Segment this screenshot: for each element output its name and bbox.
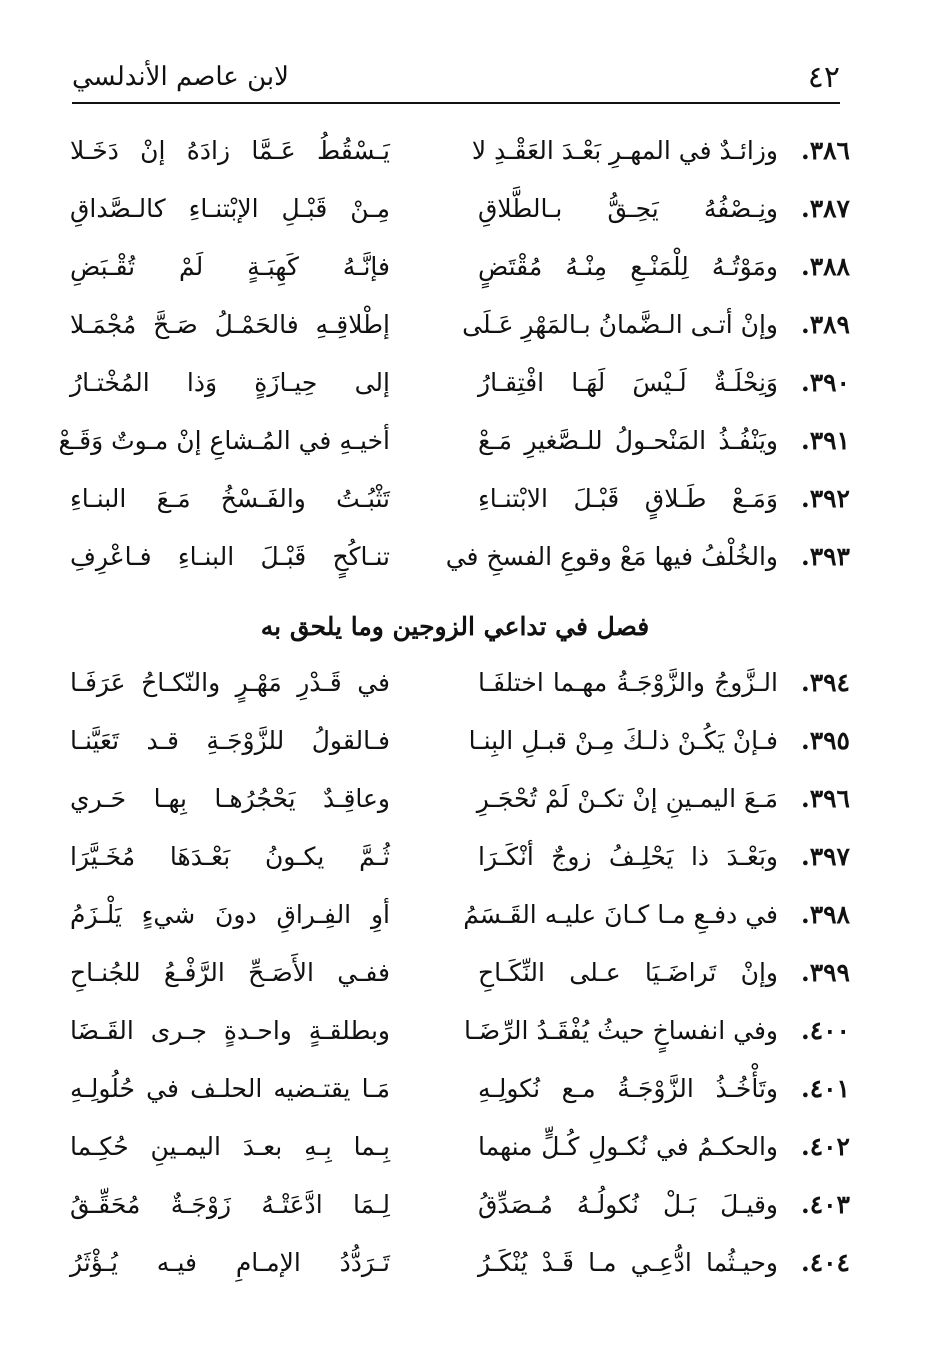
second-hemistich: تنـاكُحٍ قَبْـلَ البنـاءِ فـاعْرِفِ [70, 542, 390, 571]
header-rule [72, 102, 840, 104]
verse-number: ٣٩٥. [800, 726, 850, 755]
verse-number: ٣٩٢. [800, 484, 850, 513]
second-hemistich: أوِ الفِـراقِ دونَ شيءٍ يَلْـزَمُ [70, 900, 390, 929]
second-hemistich: أخيـهِ في المُـشاعِ إنْ مـوتٌ وَقَـعْ [58, 426, 390, 455]
second-hemistich: بِـما بِـهِ بعـدَ اليمـينِ حُكِـما [70, 1132, 390, 1161]
verse-row [60, 360, 850, 418]
second-hemistich: تَثْبُـتُ والفَـسْخُ مَـعَ البنـاءِ [70, 484, 390, 513]
first-hemistich: وقيـلَ بَـلْ نُكولُـهُ مُـصَدِّقُ [478, 1190, 778, 1219]
verse-row [60, 950, 850, 1008]
verse-number: ٤٠٣. [800, 1190, 850, 1219]
second-hemistich: إلى حِيـازَةٍ وَذا المُخْتـارُ [70, 368, 390, 397]
verse-row [60, 834, 850, 892]
verse-row [60, 186, 850, 244]
page-header [72, 58, 840, 102]
first-hemistich: وبَعْـدَ ذا يَحْلِـفُ زوجٌ أنْكَـرَا [478, 842, 778, 871]
verse-block-1 [60, 128, 850, 592]
verse-row [60, 476, 850, 534]
section-title: فصل في تداعي الزوجين وما يلحق به [260, 612, 650, 641]
first-hemistich: وإنْ أتـى الـضَّمانُ بـالمَهْرِ عَـلَى [462, 310, 778, 339]
second-hemistich: فـالقولُ للزَّوْجَـةِ قـد تَعَيَّنـا [70, 726, 390, 755]
second-hemistich: في قَـدْرِ مَهْـرٍ والنّكـاحُ عَرَفَـا [70, 668, 390, 697]
verse-number: ٣٩٦. [800, 784, 850, 813]
verse-number: ٤٠٠. [800, 1016, 850, 1045]
verse-number: ٣٩٧. [800, 842, 850, 871]
verse-number: ٣٨٦. [800, 136, 850, 165]
first-hemistich: وَمَـعْ طَـلاقٍ قَبْـلَ الابْتنـاءِ [478, 484, 778, 513]
verse-number: ٣٩٤. [800, 668, 850, 697]
second-hemistich: وعاقِـدٌ يَحْجُرُهـا بِهـا حَـري [70, 784, 390, 813]
second-hemistich: ثُـمَّ يكـونُ بَعْـدَهَا مُخَـيَّرَا [70, 842, 390, 871]
verse-row [60, 1240, 850, 1298]
first-hemistich: فـإنْ يَكُـنْ ذلـكَ مِـنْ قبـلِ البِنـا [468, 726, 778, 755]
verse-row [60, 1066, 850, 1124]
second-hemistich: مَـا يقتـضيه الحلـف في حُلُولِـهِ [70, 1074, 390, 1103]
second-hemistich: لِـمَا ادَّعَتْـهُ زَوْجَـةٌ مُحَقِّـقُ [70, 1190, 390, 1219]
verse-number: ٣٩٠. [800, 368, 850, 397]
first-hemistich: والخُلْفُ فيها مَعْ وقوعِ الفسخِ في [445, 542, 778, 571]
first-hemistich: في دفـعِ مـا كـانَ عليـه القَـسَمُ [463, 900, 778, 929]
verse-row [60, 128, 850, 186]
first-hemistich: مَـعَ اليمـينِ إنْ تكـنْ لَمْ تُحْجَـرِ [476, 784, 778, 813]
running-title: لابن عاصم الأندلسي [72, 62, 289, 92]
first-hemistich: وإنْ تَراضَـيَا عـلى النِّكَـاحِ [478, 958, 778, 987]
verse-number: ٣٩٣. [800, 542, 850, 571]
verse-row [60, 302, 850, 360]
first-hemistich: ونِـصْفُهُ يَحِـقُّ بـالطَّلاقِ [478, 194, 778, 223]
first-hemistich: والحكـمُ في نُكـولِ كُـلٍّ منهما [478, 1132, 778, 1161]
first-hemistich: ومَوْتُـهُ لِلْمَنْـعِ مِنْـهُ مُقْتَضٍ [478, 252, 778, 281]
verse-block-2 [60, 660, 850, 1298]
first-hemistich: وحيـثُما ادُّعِـي مـا قَـدْ يُنْكَـرُ [478, 1248, 778, 1277]
verse-number: ٤٠٤. [800, 1248, 850, 1277]
second-hemistich: فإنَّـهُ كَهِبَـةٍ لَمْ تُقْـبَضِ [70, 252, 390, 281]
first-hemistich: وزائـدٌ في المهـرِ بَعْـدَ العَقْـدِ لا [471, 136, 778, 165]
second-hemistich: تَـرَدُّدُ الإمـامِ فيـه يُـؤْثَرُ [70, 1248, 390, 1277]
page-number: ٤٢ [807, 60, 840, 95]
verse-row [60, 534, 850, 592]
verse-number: ٣٨٩. [800, 310, 850, 339]
verse-row [60, 892, 850, 950]
verse-number: ٣٨٧. [800, 194, 850, 223]
verse-row [60, 418, 850, 476]
first-hemistich: ويَنْفُـذُ المَنْحـولُ للـصَّغيرِ مَـعْ [478, 426, 778, 455]
second-hemistich: ففـي الأَصَـحِّ الرَّفْـعُ للجُنـاحِ [70, 958, 390, 987]
verse-row [60, 660, 850, 718]
first-hemistich: وَنِحْلَـةٌ لَـيْسَ لَهَـا افْتِقـارُ [478, 368, 778, 397]
first-hemistich: وفي انفساخٍ حيثُ يُفْقَـدُ الرِّضَـا [463, 1016, 778, 1045]
verse-row [60, 1008, 850, 1066]
verse-number: ٣٩٩. [800, 958, 850, 987]
verse-row [60, 1182, 850, 1240]
second-hemistich: يَـسْقُطُ عَـمَّا زادَهُ إنْ دَخَـلا [70, 136, 390, 165]
verse-number: ٣٩١. [800, 426, 850, 455]
verse-row [60, 718, 850, 776]
verse-number: ٣٨٨. [800, 252, 850, 281]
verse-number: ٤٠١. [800, 1074, 850, 1103]
verse-row [60, 244, 850, 302]
verse-row [60, 776, 850, 834]
second-hemistich: مِـنْ قَبْـلِ الإبْتنـاءِ كالـصَّداقِ [70, 194, 390, 223]
first-hemistich: وتَأْخُـذُ الزَّوْجَـةُ مـع نُكولِـهِ [478, 1074, 778, 1103]
first-hemistich: الـزَّوجُ والزَّوْجَـةُ مهـما اختلفَـا [478, 668, 778, 697]
verse-row [60, 1124, 850, 1182]
verse-number: ٤٠٢. [800, 1132, 850, 1161]
second-hemistich: إطْلاقِـهِ فالحَمْـلُ صَـحَّ مُجْمَـلا [70, 310, 390, 339]
verse-number: ٣٩٨. [800, 900, 850, 929]
second-hemistich: وبطلقـةٍ واحـدةٍ جـرى القَـضَا [70, 1016, 390, 1045]
